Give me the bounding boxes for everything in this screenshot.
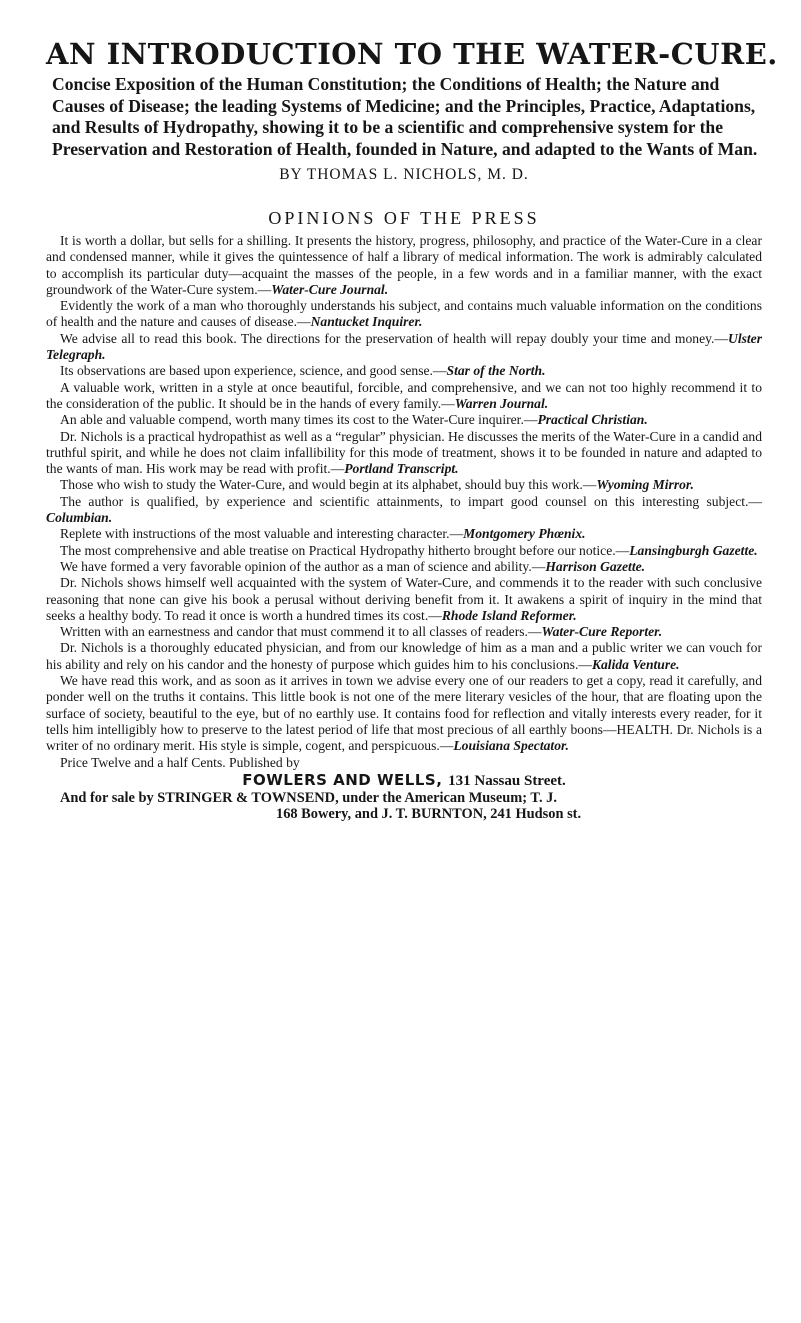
review-text: We have formed a very favorable opinion of the author as a man of science and ability.— <box>60 558 546 574</box>
publication-footer <box>46 755 762 823</box>
press-review <box>46 429 762 478</box>
review-text: It is worth a dollar, but sells for a shilling. It presents the history, progress, philosophy, and practice of the Water-Cure in a clear and condensed manner, while it gives the quintessence of half a library of medical information. The work is admirably calculated to accomplish its particular duty—acquaint the masses of the people, in a few words and in a familiar manner, with the exact groundwork of the Water-Cure system.— <box>46 233 762 297</box>
publisher-name: FOWLERS AND WELLS, <box>242 770 443 789</box>
review-text: Those who wish to study the Water-Cure, and would begin at its alphabet, should buy this work.— <box>60 477 597 493</box>
review-source: Columbian. <box>46 510 113 526</box>
press-review <box>46 233 762 298</box>
review-text: Its observations are based upon experience, science, and good sense.— <box>60 363 447 379</box>
review-source: Rhode Island Reformer. <box>441 607 577 623</box>
publisher-address: 131 Nassau Street. <box>448 772 566 789</box>
press-review <box>46 559 762 575</box>
press-review <box>46 640 762 673</box>
section-title: OPINIONS OF THE PRESS <box>268 208 540 228</box>
review-source: Practical Christian. <box>537 412 648 428</box>
publisher-line <box>46 772 762 789</box>
review-source: Star of the North. <box>446 363 546 379</box>
press-review <box>46 298 762 331</box>
press-review <box>46 331 762 364</box>
sale-line-2: 168 Bowery, and J. T. BURNTON, 241 Hudson st. <box>276 806 582 823</box>
press-review <box>46 477 762 493</box>
review-source: Montgomery Phœnix. <box>463 526 586 542</box>
review-source: Ulster Telegraph. <box>46 330 762 363</box>
review-text: Dr. Nichols is a practical hydropathist as well as a “regular” physician. He discusses the merits of the Water-Cure in a candid and truthful spirit, and while he does not claim infallibility for this mode of treatment, shows it to be founded in nature and adapted to the wants of man. His work may be read with profit.— <box>46 428 763 477</box>
review-text: Evidently the work of a man who thoroughly understands his subject, and contains much valuable information on the conditions of health and the nature and causes of disease.— <box>46 298 762 330</box>
review-source: Nantucket Inquirer. <box>310 314 423 330</box>
review-source: Wyoming Mirror. <box>596 477 694 493</box>
review-text: Written with an earnestness and candor that must commend it to all classes of readers.— <box>60 624 542 640</box>
review-source: Lansingburgh Gazette. <box>629 542 758 558</box>
review-source: Warren Journal. <box>454 395 549 411</box>
press-review <box>46 575 762 624</box>
press-review <box>46 624 762 640</box>
press-reviews <box>46 233 762 755</box>
review-text: We advise all to read this book. The directions for the preservation of health will repay doubly your time and money.— <box>60 330 729 346</box>
review-source: Portland Transcript. <box>344 461 459 477</box>
review-text: Dr. Nichols is a thoroughly educated physician, and from our knowledge of him as a man and a public writer we can vouch for his ability and rely on his candor and the honesty of purpose which guides him to his conclusions.— <box>46 640 762 672</box>
press-review <box>46 380 762 413</box>
press-review <box>46 363 762 379</box>
review-source: Louisiana Spectator. <box>453 738 569 754</box>
sale-line-1: And for sale by STRINGER & TOWNSEND, under the American Museum; T. J. <box>60 790 557 807</box>
review-text: Replete with instructions of the most valuable and interesting character.— <box>60 526 464 542</box>
review-text: The author is qualified, by experience and scientific attainments, to impart good counsel on this interesting subject.— <box>60 493 762 509</box>
page-title: AN INTRODUCTION TO THE WATER-CURE. <box>46 37 778 71</box>
book-subtitle: Concise Exposition of the Human Constitution; the Conditions of Health; the Nature and Causes of Disease; the leading Systems of Medicine; and the Principles, Practice, Adaptations, and Results of Hydropathy, showing it to be a scientific and comprehensive system for the Preservation and Restoration of Health, founded in Nature, and adapted to the Wants of Man. <box>52 74 758 159</box>
page <box>46 36 778 823</box>
review-source: Kalida Venture. <box>591 656 680 672</box>
review-text: We have read this work, and as soon as it arrives in town we advise every one of our readers to get a copy, read it carefully, and ponder well on the truths it contains. This little book is not one of the mere literary vesicles of the hour, that are floating upon the surface of society, beautiful to the eye, but of no earthly use. It contains food for reflection and vitally interests every reader, for it tells him intelligibly how to preserve to the latest period of life that most precious of all earthly boons—HEALTH. Dr. Nichols is a writer of no ordinary merit. His style is simple, cogent, and perspicuous.— <box>46 673 762 754</box>
press-review <box>46 412 762 428</box>
review-text: The most comprehensive and able treatise on Practical Hydropathy hitherto brought before our notice.— <box>60 542 630 558</box>
review-source: Water-Cure Reporter. <box>541 624 663 640</box>
press-review <box>46 494 762 527</box>
price-line: Price Twelve and a half Cents. Published by <box>60 754 300 770</box>
review-source: Harrison Gazette. <box>545 558 646 574</box>
book-author: BY THOMAS L. NICHOLS, M. D. <box>279 166 529 183</box>
press-review <box>46 673 762 754</box>
review-text: A valuable work, written in a style at once beautiful, forcible, and comprehensive, and we can not too highly recommend it to the consideration of the public. It should be in the hands of every family.— <box>46 379 762 411</box>
review-text: Dr. Nichols shows himself well acquainted with the system of Water-Cure, and commends it to the reader with such conclusive reasoning that none can give his book a perusal without deriving benefit from it. It awakens a spirit of inquiry in the mind that seeks a healthy body. To read it once is worth a hundred times its cost.— <box>46 575 762 623</box>
review-text: An able and valuable compend, worth many times its cost to the Water-Cure inquirer.— <box>60 412 538 428</box>
review-source: Water-Cure Journal. <box>271 281 389 297</box>
press-review <box>46 526 762 542</box>
press-review <box>46 543 762 559</box>
